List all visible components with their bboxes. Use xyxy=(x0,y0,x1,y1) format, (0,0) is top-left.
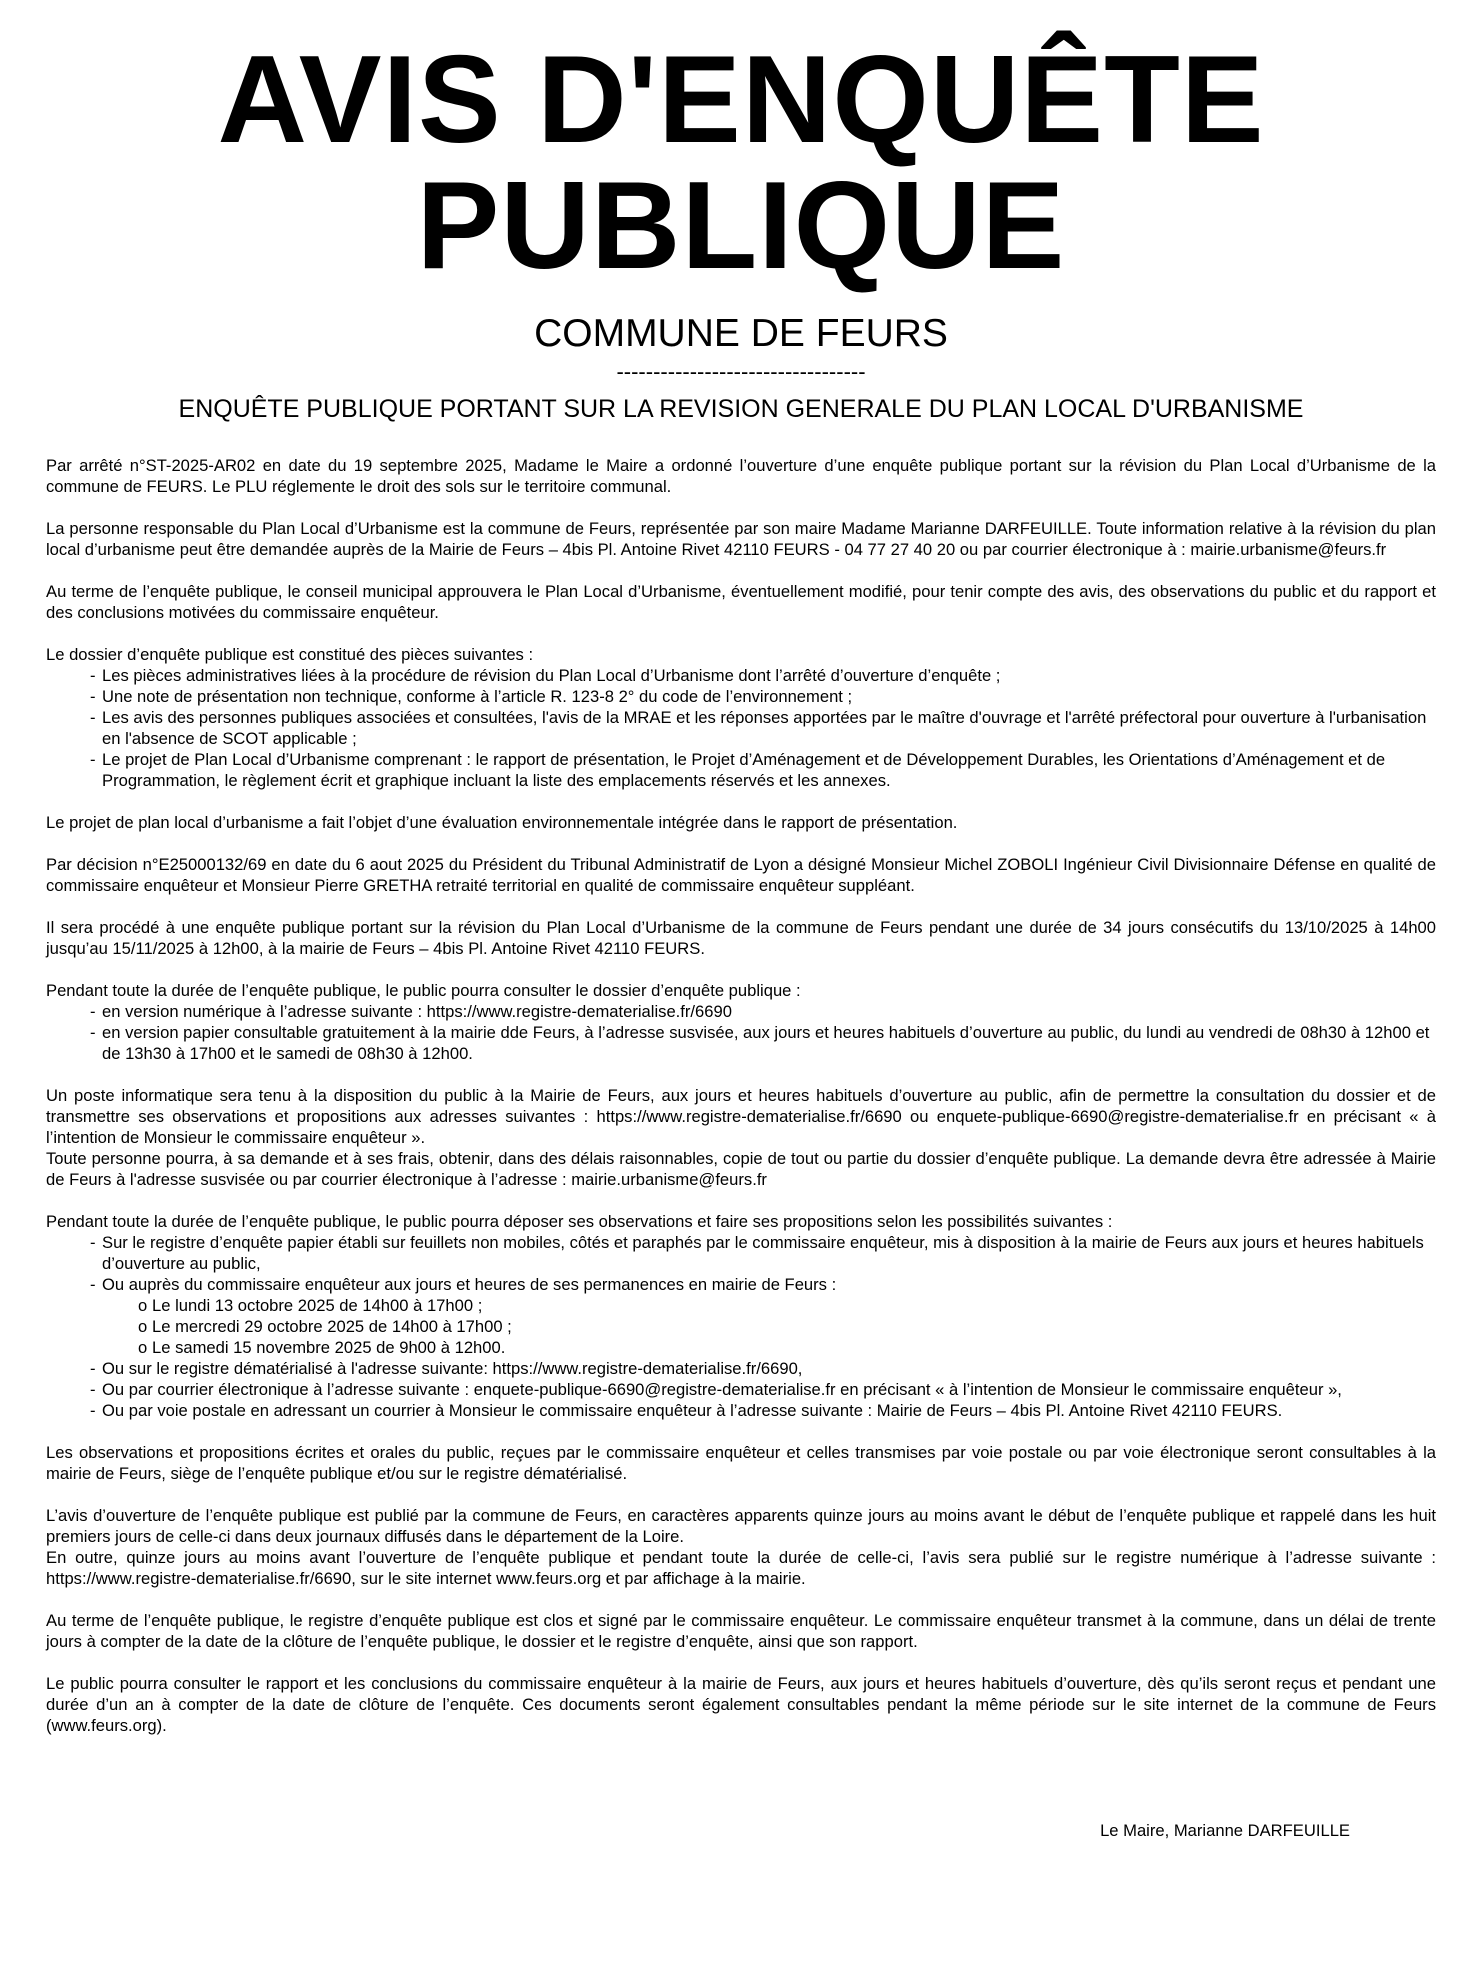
paragraph-arrete: Par arrêté n°ST-2025-AR02 en date du 19 septembre 2025, Madame le Maire a ordonné l’ouverture d’une enquête publique portant sur la révision du Plan Local d’Urbanisme de la commune de FEURS. Le PLU réglemente le droit des sols sur le territoire communal. xyxy=(46,456,1436,496)
consultation-list xyxy=(46,1001,1436,1064)
list-item: - Les avis des personnes publiques associées et consultées, l'avis de la MRAE et les réponses apportées par le maître d'ouvrage et l'arrêté préfectoral pour ouverture à l'urbanisation en l'absence de SCOT applicable ; xyxy=(46,707,1436,749)
list-item xyxy=(46,1274,1436,1295)
list-item-text: Ou auprès du commissaire enquêteur aux jours et heures de ses permanences en mairie de Feurs : xyxy=(102,1275,837,1294)
permanence-item: o Le samedi 15 novembre 2025 de 9h00 à 12h00. xyxy=(46,1337,1436,1358)
separator: ---------------------------------- xyxy=(616,359,866,384)
list-item: - Une note de présentation non technique, conforme à l’article R. 123-8 2° du code de l’environnement ; xyxy=(46,686,1436,707)
paragraph-consultables: Les observations et propositions écrites et orales du public, reçues par le commissaire enquêteur et celles transmises par voie postale ou par voie électronique seront consultables à la mairie de Feurs, siège de l’enquête publique et/ou sur le registre dématérialisé. xyxy=(46,1443,1436,1483)
list-item: - Sur le registre d’enquête papier établi sur feuillets non mobiles, côtés et paraphés par le commissaire enquêteur, mis à disposition à la mairie de Feurs aux jours et heures habituels d’ouverture au public, xyxy=(46,1232,1436,1274)
paragraph-publication: L’avis d’ouverture de l’enquête publique est publié par la commune de Feurs, en caractères apparents quinze jours au moins avant le début de l’enquête publique et rappelé dans les huit premiers jours de celle-ci dans deux journaux diffusés dans le département de la Loire. xyxy=(46,1506,1436,1546)
paragraph-evaluation: Le projet de plan local d’urbanisme a fait l’objet d’une évaluation environnementale intégrée dans le rapport de présentation. xyxy=(46,813,958,832)
paragraph-consultation-intro: Pendant toute la durée de l’enquête publique, le public pourra consulter le dossier d’enquête publique : xyxy=(46,981,801,1000)
paragraph-cloture: Au terme de l’enquête publique, le registre d’enquête publique est clos et signé par le commissaire enquêteur. Le commissaire enquêteur transmet à la commune, dans un délai de trente jours à compter de la date de la clôture de l’enquête publique, le dossier et le registre d’enquête, ainsi que son rapport. xyxy=(46,1611,1436,1651)
paragraph-duree: Il sera procédé à une enquête publique portant sur la révision du Plan Local d’Urbanisme de la commune de Feurs pendant une durée de 34 jours consécutifs du 13/10/2025 à 14h00 jusqu’au 15/11/2025 à 12h00, à la mairie de Feurs – 4bis Pl. Antoine Rivet 42110 FEURS. xyxy=(46,918,1436,958)
paragraph-observations-intro: Pendant toute la durée de l’enquête publique, le public pourra déposer ses observations et faire ses propositions selon les possibilités suivantes : xyxy=(46,1212,1113,1231)
notice-body xyxy=(46,455,1436,1757)
title-line-1: AVIS D'ENQUÊTE xyxy=(217,31,1265,169)
permanence-item: o Le lundi 13 octobre 2025 de 14h00 à 17h00 ; xyxy=(46,1295,1436,1316)
subject-heading: ENQUÊTE PUBLIQUE PORTANT SUR LA REVISION GENERALE DU PLAN LOCAL D'URBANISME xyxy=(178,395,1304,423)
list-item: - en version numérique à l’adresse suivante : https://www.registre-dematerialise.fr/6690 xyxy=(46,1001,1436,1022)
paragraph-poste-informatique: Un poste informatique sera tenu à la disposition du public à la Mairie de Feurs, aux jours et heures habituels d’ouverture au public, afin de permettre la consultation du dossier et de transmettre ses observations et propositions aux adresses suivantes : https://www.registre-dematerialise.fr/6690 ou enquete-publique-6690@registre-dematerialise.fr en précisant « à l’intention de Monsieur le commissaire enquêteur ». xyxy=(46,1086,1436,1147)
title-line-2: PUBLIQUE xyxy=(416,157,1066,295)
list-item: - Le projet de Plan Local d’Urbanisme comprenant : le rapport de présentation, le Projet d’Aménagement et de Développement Durables, les Orientations d’Aménagement et de Programmation, le règlement écrit et graphique incluant la liste des emplacements réservés et les annexes. xyxy=(46,749,1436,791)
paragraph-rapport: Le public pourra consulter le rapport et les conclusions du commissaire enquêteur à la mairie de Feurs, aux jours et heures habituels d’ouverture, dès qu’ils seront reçus et pendant une durée d’un an à compter de la date de clôture de l’enquête. Ces documents seront également consultables pendant la même période sur le site internet de la commune de Feurs (www.feurs.org). xyxy=(46,1674,1436,1735)
list-item: - Ou par courrier électronique à l’adresse suivante : enquete-publique-6690@registre-dematerialise.fr en précisant « à l’intention de Monsieur le commissaire enquêteur », xyxy=(46,1379,1436,1400)
signature: Le Maire, Marianne DARFEUILLE xyxy=(1100,1821,1350,1840)
list-item: - Ou par voie postale en adressant un courrier à Monsieur le commissaire enquêteur à l’adresse suivante : Mairie de Feurs – 4bis Pl. Antoine Rivet 42110 FEURS. xyxy=(46,1400,1436,1421)
paragraph-decision: Par décision n°E25000132/69 en date du 6 aout 2025 du Président du Tribunal Administratif de Lyon a désigné Monsieur Michel ZOBOLI Ingénieur Civil Divisionnaire Défense en qualité de commissaire enquêteur et Monsieur Pierre GRETHA retraité territorial en qualité de commissaire enquêteur suppléant. xyxy=(46,855,1436,895)
list-item: - Ou sur le registre dématérialisé à l'adresse suivante: https://www.registre-dematerialise.fr/6690, xyxy=(46,1358,1436,1379)
paragraph-affichage: En outre, quinze jours au moins avant l’ouverture de l’enquête publique et pendant toute la durée de celle-ci, l’avis sera publié sur le registre numérique à l’adresse suivante : https://www.registre-dematerialise.fr/6690, sur le site internet www.feurs.org et par affichage à la mairie. xyxy=(46,1548,1436,1588)
paragraph-responsable: La personne responsable du Plan Local d’Urbanisme est la commune de Feurs, représentée par son maire Madame Marianne DARFEUILLE. Toute information relative à la révision du plan local d’urbanisme peut être demandée auprès de la Mairie de Feurs – 4bis Pl. Antoine Rivet 42110 FEURS - 04 77 27 40 20 ou par courrier électronique à : mairie.urbanisme@feurs.fr xyxy=(46,519,1436,559)
permanence-item: o Le mercredi 29 octobre 2025 de 14h00 à 17h00 ; xyxy=(46,1316,1436,1337)
commune-heading: COMMUNE DE FEURS xyxy=(534,312,948,355)
paragraph-approbation: Au terme de l’enquête publique, le conseil municipal approuvera le Plan Local d’Urbanisme, éventuellement modifié, pour tenir compte des avis, des observations du public et du rapport et des conclusions motivées du commissaire enquêteur. xyxy=(46,582,1436,622)
observations-list xyxy=(46,1232,1436,1421)
paragraph-copie: Toute personne pourra, à sa demande et à ses frais, obtenir, dans des délais raisonnables, copie de tout ou partie du dossier d’enquête publique. La demande devra être adressée à Mairie de Feurs à l'adresse susvisée ou par courrier électronique à l’adresse : mairie.urbanisme@feurs.fr xyxy=(46,1149,1436,1189)
dossier-list xyxy=(46,665,1436,791)
list-item: - en version papier consultable gratuitement à la mairie dde Feurs, à l’adresse susvisée, aux jours et heures habituels d’ouverture au public, du lundi au vendredi de 08h30 à 12h00 et de 13h30 à 17h00 et le samedi de 08h30 à 12h00. xyxy=(46,1022,1436,1064)
list-item: - Les pièces administratives liées à la procédure de révision du Plan Local d’Urbanisme dont l’arrêté d’ouverture d’enquête ; xyxy=(46,665,1436,686)
paragraph-dossier-intro: Le dossier d’enquête publique est constitué des pièces suivantes : xyxy=(46,645,534,664)
